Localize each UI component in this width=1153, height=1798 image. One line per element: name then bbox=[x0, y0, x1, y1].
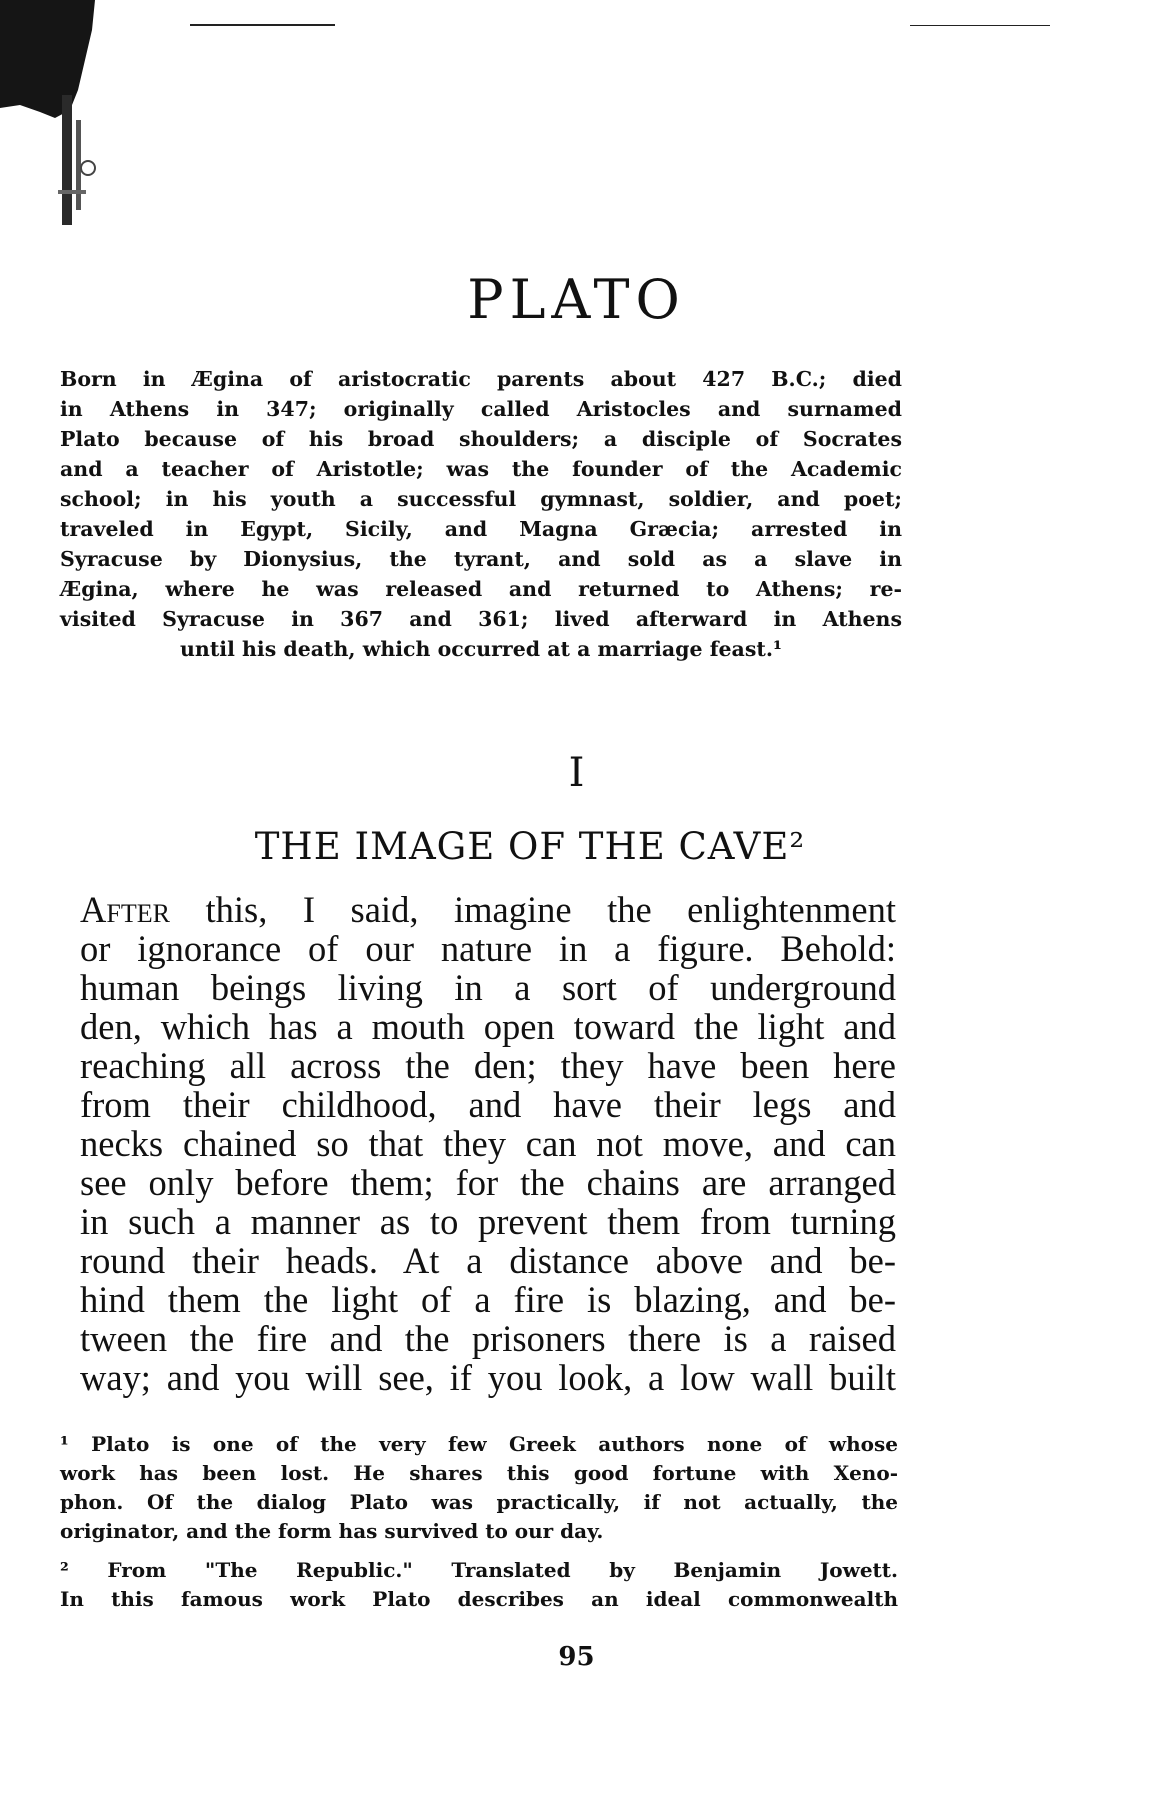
body-line: from their childhood, and have their legs and bbox=[80, 1084, 896, 1125]
body-text bbox=[80, 890, 896, 1397]
body-line: reaching all across the den; they have been here bbox=[80, 1045, 896, 1086]
body-line: human beings living in a sort of underground bbox=[80, 967, 896, 1008]
section-heading: THE IMAGE OF THE CAVE² bbox=[254, 825, 806, 868]
bio-line: Ægina, where he was released and returned to Athens; re- bbox=[60, 577, 902, 601]
body-line-rest: this, I said, imagine the enlightenment bbox=[169, 889, 896, 930]
footnote-gap bbox=[60, 1546, 898, 1556]
top-rule-left bbox=[190, 24, 335, 26]
bio-line: traveled in Egypt, Sicily, and Magna Græcia; arrested in bbox=[60, 517, 902, 541]
body-line: tween the fire and the prisoners there is a raised bbox=[80, 1318, 896, 1359]
bio-line: school; in his youth a successful gymnast, soldier, and poet; bbox=[60, 487, 902, 511]
bio-line: in Athens in 347; originally called Aristocles and surnamed bbox=[60, 397, 902, 421]
body-line: den, which has a mouth open toward the light and bbox=[80, 1006, 896, 1047]
bio-line: until his death, which occurred at a marriage feast.¹ bbox=[180, 637, 782, 661]
body-line: necks chained so that they can not move, and can bbox=[80, 1123, 896, 1164]
page-number: 95 bbox=[558, 1642, 595, 1672]
bio-line: visited Syracuse in 367 and 361; lived afterward in Athens bbox=[60, 607, 902, 631]
section-numeral: I bbox=[568, 750, 585, 796]
body-line: or ignorance of our nature in a figure. Behold: bbox=[80, 928, 896, 969]
bio-line: Born in Ægina of aristocratic parents about 427 B.C.; died bbox=[60, 367, 902, 391]
author-biography bbox=[60, 364, 902, 664]
body-line: see only before them; for the chains are arranged bbox=[80, 1162, 896, 1203]
page-title: PLATO bbox=[467, 268, 686, 331]
footnote-1-line: phon. Of the dialog Plato was practically, if not actually, the bbox=[60, 1490, 898, 1514]
footnote-1-line: work has been lost. He shares this good fortune with Xeno- bbox=[60, 1461, 898, 1485]
body-line: in such a manner as to prevent them from turning bbox=[80, 1201, 896, 1242]
top-rule-right bbox=[910, 25, 1050, 26]
footnote-2-line: In this famous work Plato describes an ideal commonwealth bbox=[60, 1587, 898, 1611]
body-line: hind them the light of a fire is blazing, and be- bbox=[80, 1279, 896, 1320]
bio-line: and a teacher of Aristotle; was the founder of the Academic bbox=[60, 457, 902, 481]
body-line: way; and you will see, if you look, a low wall built bbox=[80, 1357, 896, 1398]
footnote-1-line: originator, and the form has survived to our day. bbox=[60, 1519, 604, 1543]
body-line: round their heads. At a distance above and be- bbox=[80, 1240, 896, 1281]
body-line bbox=[80, 890, 896, 929]
binding-shadow-icon bbox=[0, 0, 130, 245]
bio-line: Plato because of his broad shoulders; a disciple of Socrates bbox=[60, 427, 902, 451]
footnotes bbox=[60, 1430, 898, 1614]
footnote-2-line: ² From "The Republic." Translated by Benjamin Jowett. bbox=[60, 1558, 898, 1582]
footnote-1-line: ¹ Plato is one of the very few Greek authors none of whose bbox=[60, 1432, 898, 1456]
bio-line: Syracuse by Dionysius, the tyrant, and sold as a slave in bbox=[60, 547, 902, 571]
drop-word: After bbox=[80, 889, 170, 930]
